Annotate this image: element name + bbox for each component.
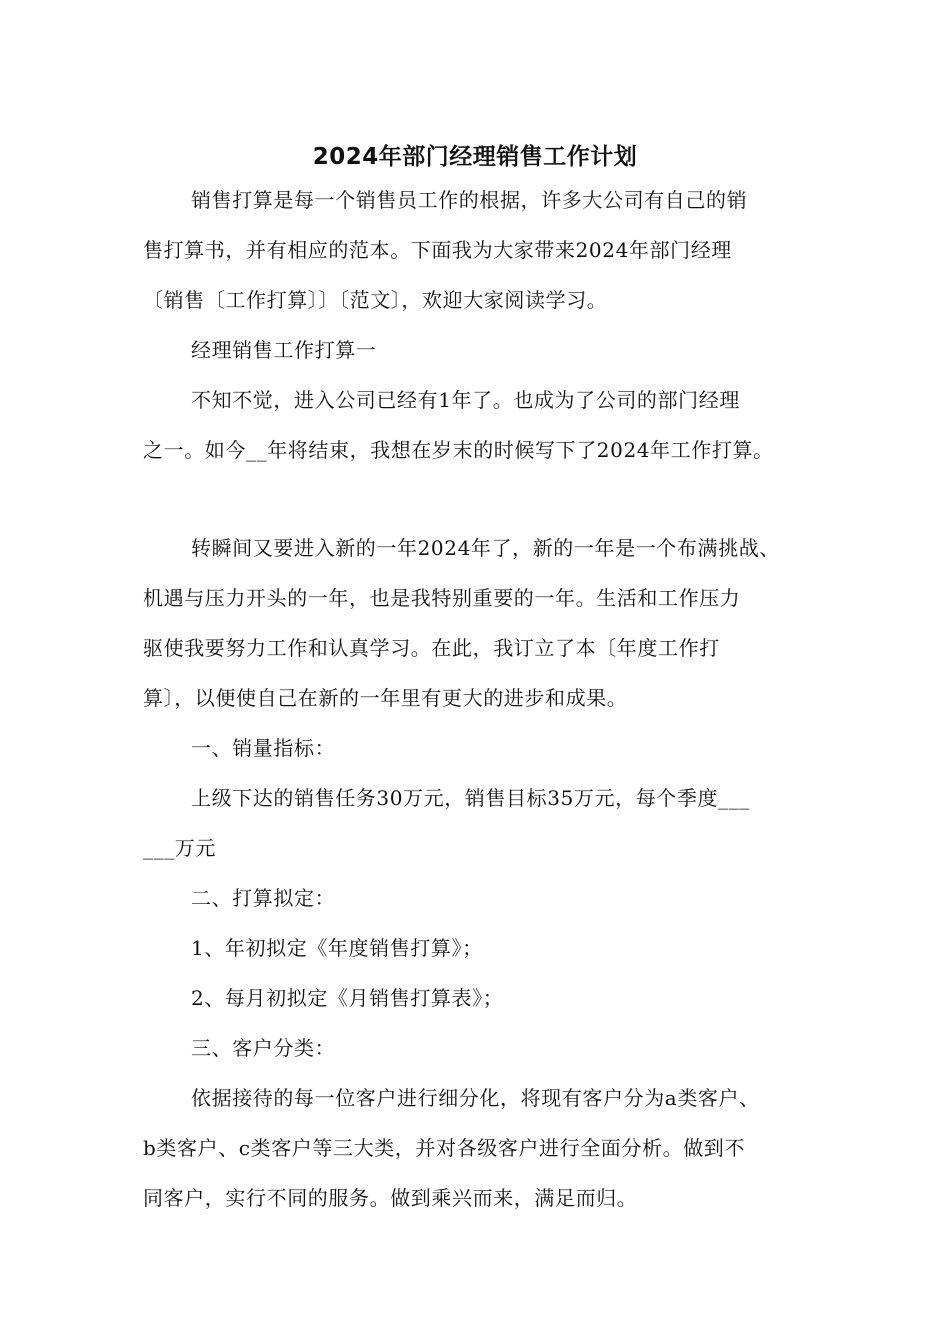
section-heading: 三、客户分类： (191, 1036, 336, 1060)
paragraph-line: 依据接待的每一位客户进行细分化，将现有客户分为a类客户、 (191, 1086, 760, 1110)
paragraph-line: 售打算书，并有相应的范本。下面我为大家带来2024年部门经理 (143, 238, 732, 262)
paragraph-line: 驱使我要努力工作和认真学习。在此，我订立了本〔年度工作打 (143, 636, 720, 660)
section-heading: 经理销售工作打算一 (191, 338, 377, 362)
paragraph-line: 机遇与压力开头的一年，也是我特别重要的一年。生活和工作压力 (143, 586, 741, 610)
section-heading: 二、打算拟定： (191, 886, 336, 910)
section-heading: 一、销量指标： (191, 736, 336, 760)
paragraph-line: 算〕，以便使自己在新的一年里有更大的进步和成果。 (143, 686, 628, 710)
paragraph-line: ___万元 (143, 836, 216, 860)
paragraph-line: 销售打算是每一个销售员工作的根据，许多大公司有自己的销 (191, 188, 748, 212)
list-item: 2、每月初拟定《月销售打算表》； (191, 986, 504, 1010)
list-item: 1、年初拟定《年度销售打算》； (191, 936, 483, 960)
paragraph-line: 〔销售〔工作打算〕〕〔范文〕，欢迎大家阅读学习。 (143, 288, 608, 312)
paragraph-line: b类客户、c类客户等三大类，并对各级客户进行全面分析。做到不 (143, 1136, 746, 1160)
paragraph-line: 不知不觉，进入公司已经有1年了。也成为了公司的部门经理 (191, 388, 740, 412)
paragraph-line: 同客户，实行不同的服务。做到乘兴而来，满足而归。 (143, 1186, 638, 1210)
paragraph-line: 之一。如今__年将结束，我想在岁末的时候写下了2024年工作打算。 (143, 438, 774, 462)
paragraph-line: 转瞬间又要进入新的一年2024年了，新的一年是一个布满挑战、 (191, 536, 780, 560)
document-title: 2024年部门经理销售工作计划 (312, 144, 638, 170)
paragraph-line: 上级下达的销售任务30万元，销售目标35万元，每个季度___ (191, 786, 750, 810)
